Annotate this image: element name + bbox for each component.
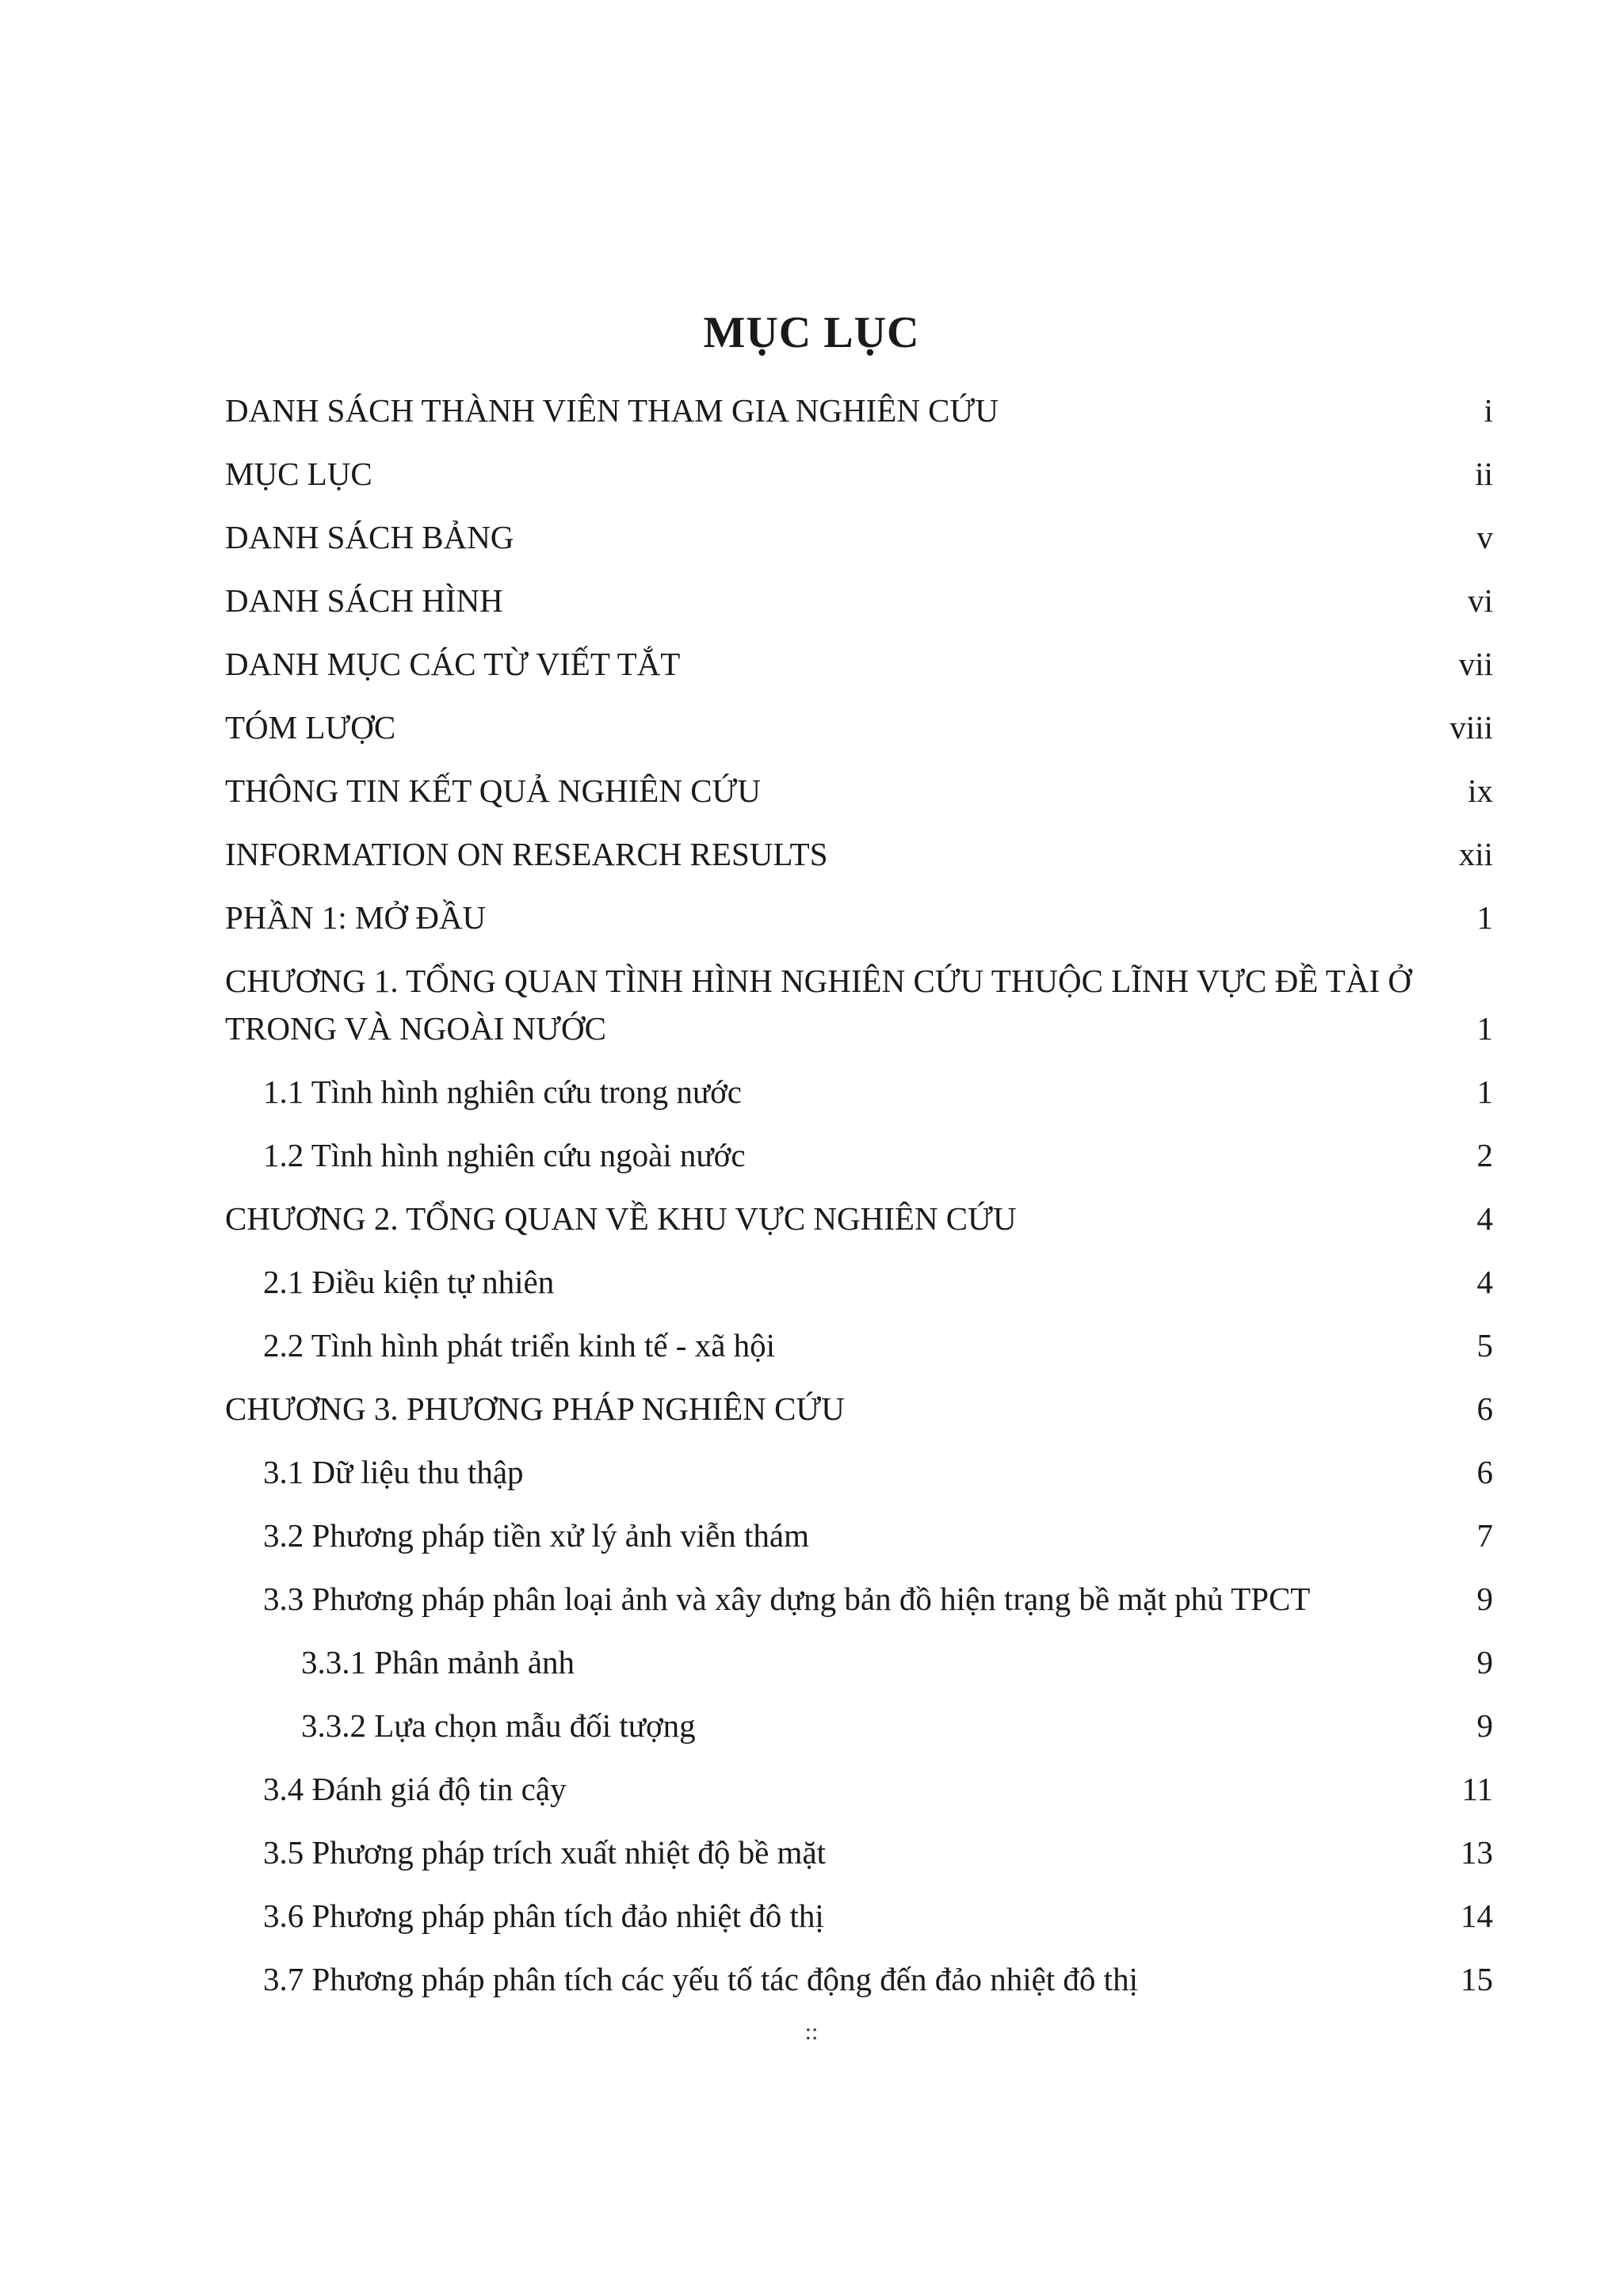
toc-entry-page: 2 [1476,1137,1493,1173]
toc-entry-page: 4 [1476,1200,1493,1237]
toc-entry[interactable] [225,1512,1493,1559]
toc-entry-label: INFORMATION ON RESEARCH RESULTS [225,836,828,872]
toc-entry-page: 9 [1476,1707,1493,1744]
toc-entry[interactable] [225,1195,1493,1242]
toc-entry[interactable] [225,767,1493,814]
toc-entry-label: CHƯƠNG 3. PHƯƠNG PHÁP NGHIÊN CỨU [225,1390,845,1427]
toc-entry[interactable] [225,894,1493,941]
toc-entry[interactable] [225,1068,1493,1116]
toc-entry-page: 6 [1476,1454,1493,1490]
toc-entry-label: 3.6 Phương pháp phân tích đảo nhiệt đô thị [263,1897,824,1934]
toc-entry-page: 1 [1476,1010,1493,1047]
toc-entry-label: DANH SÁCH THÀNH VIÊN THAM GIA NGHIÊN CỨU [225,392,999,429]
toc-entry-page: 4 [1476,1264,1493,1300]
toc-entry-label: 3.3 Phương pháp phân loại ảnh và xây dựng bản đồ hiện trạng bề mặt phủ TPCT [263,1581,1311,1617]
toc-entry[interactable] [225,1892,1493,1939]
toc-entry-label: 1.2 Tình hình nghiên cứu ngoài nước [263,1137,746,1173]
toc-entry-label: 3.3.2 Lựa chọn mẫu đối tượng [301,1707,696,1744]
toc-entry[interactable] [225,1575,1493,1623]
toc-entry[interactable] [225,387,1493,434]
toc-entry[interactable] [225,1955,1493,2003]
toc-entry-page: 11 [1461,1771,1493,1807]
toc-entry-label: 3.5 Phương pháp trích xuất nhiệt độ bề mặt [263,1834,827,1871]
toc-entry-page: 15 [1461,1961,1493,1997]
toc-entry-page: 1 [1476,899,1493,936]
toc-entry-label: MỤC LỤC [225,456,372,492]
toc-entry[interactable] [225,830,1493,878]
toc-entry[interactable] [225,640,1493,688]
toc-entry-page: vii [1458,646,1493,682]
toc-entry-page: 14 [1461,1897,1493,1934]
toc-entry-page: vi [1468,582,1493,619]
toc-entry-page: 1 [1476,1074,1493,1110]
toc-entry-label: DANH SÁCH HÌNH [225,582,503,619]
toc-entry-page: 6 [1476,1390,1493,1427]
toc-entry[interactable] [225,1385,1493,1432]
toc-entry-page: i [1484,392,1493,429]
page-title: MỤC LỤC [703,308,920,357]
toc-entry[interactable] [225,1258,1493,1306]
table-of-contents [225,0,1493,2296]
toc-entry[interactable] [225,704,1493,751]
toc-entry[interactable] [225,1448,1493,1496]
toc-entry-page: ix [1468,772,1493,809]
toc-entry[interactable] [225,957,1493,1052]
toc-entry[interactable] [225,577,1493,624]
toc-entry[interactable] [225,1765,1493,1813]
toc-entry-label: PHẦN 1: MỞ ĐẦU [225,899,487,936]
toc-entry[interactable] [225,1131,1493,1179]
toc-entry[interactable] [225,1638,1493,1686]
toc-entry-page: 7 [1476,1517,1493,1554]
toc-entry-page: v [1476,519,1493,555]
toc-entry-label: DANH SÁCH BẢNG [225,519,514,555]
page-footer-mark: :: [804,2019,819,2045]
toc-entry-label: 2.1 Điều kiện tự nhiên [263,1264,555,1300]
toc-entry-page: 13 [1461,1834,1493,1871]
toc-entry-label: DANH MỤC CÁC TỪ VIẾT TẮT [225,646,681,682]
toc-entry-page: ii [1475,456,1493,492]
toc-entry-page: xii [1458,836,1493,872]
toc-entry[interactable] [225,450,1493,498]
toc-entry-label: 2.2 Tình hình phát triển kinh tế - xã hội [263,1327,776,1363]
toc-entry-label: CHƯƠNG 2. TỔNG QUAN VỀ KHU VỰC NGHIÊN CỨU [225,1200,1017,1237]
toc-entry-page: viii [1449,709,1493,746]
toc-entry[interactable] [225,1322,1493,1369]
toc-entry-label: 3.4 Đánh giá độ tin cậy [263,1771,567,1807]
toc-entry-label: TÓM LƯỢC [225,709,396,746]
toc-entry-label: 3.7 Phương pháp phân tích các yếu tố tác động đến đảo nhiệt đô thị [263,1961,1138,1997]
toc-entry-label: THÔNG TIN KẾT QUẢ NGHIÊN CỨU [225,772,761,809]
toc-entry[interactable] [225,513,1493,561]
toc-entry-label: CHƯƠNG 1. TỔNG QUAN TÌNH HÌNH NGHIÊN CỨU THUỘC LĨNH VỰC ĐỀ TÀI Ở [225,963,1411,999]
toc-entry-page: 9 [1476,1581,1493,1617]
toc-entry-page: 5 [1476,1327,1493,1363]
toc-entry-label: 3.3.1 Phân mảnh ảnh [301,1644,575,1680]
toc-entry-label: 3.1 Dữ liệu thu thập [263,1454,524,1490]
toc-entry[interactable] [225,1829,1493,1876]
toc-entry-label: 3.2 Phương pháp tiền xử lý ảnh viễn thám [263,1517,810,1554]
toc-entry-label: 1.1 Tình hình nghiên cứu trong nước [263,1074,742,1110]
toc-entry-label-continued: TRONG VÀ NGOÀI NƯỚC [225,1010,606,1047]
toc-entry[interactable] [225,1702,1493,1749]
toc-entry-page: 9 [1476,1644,1493,1680]
